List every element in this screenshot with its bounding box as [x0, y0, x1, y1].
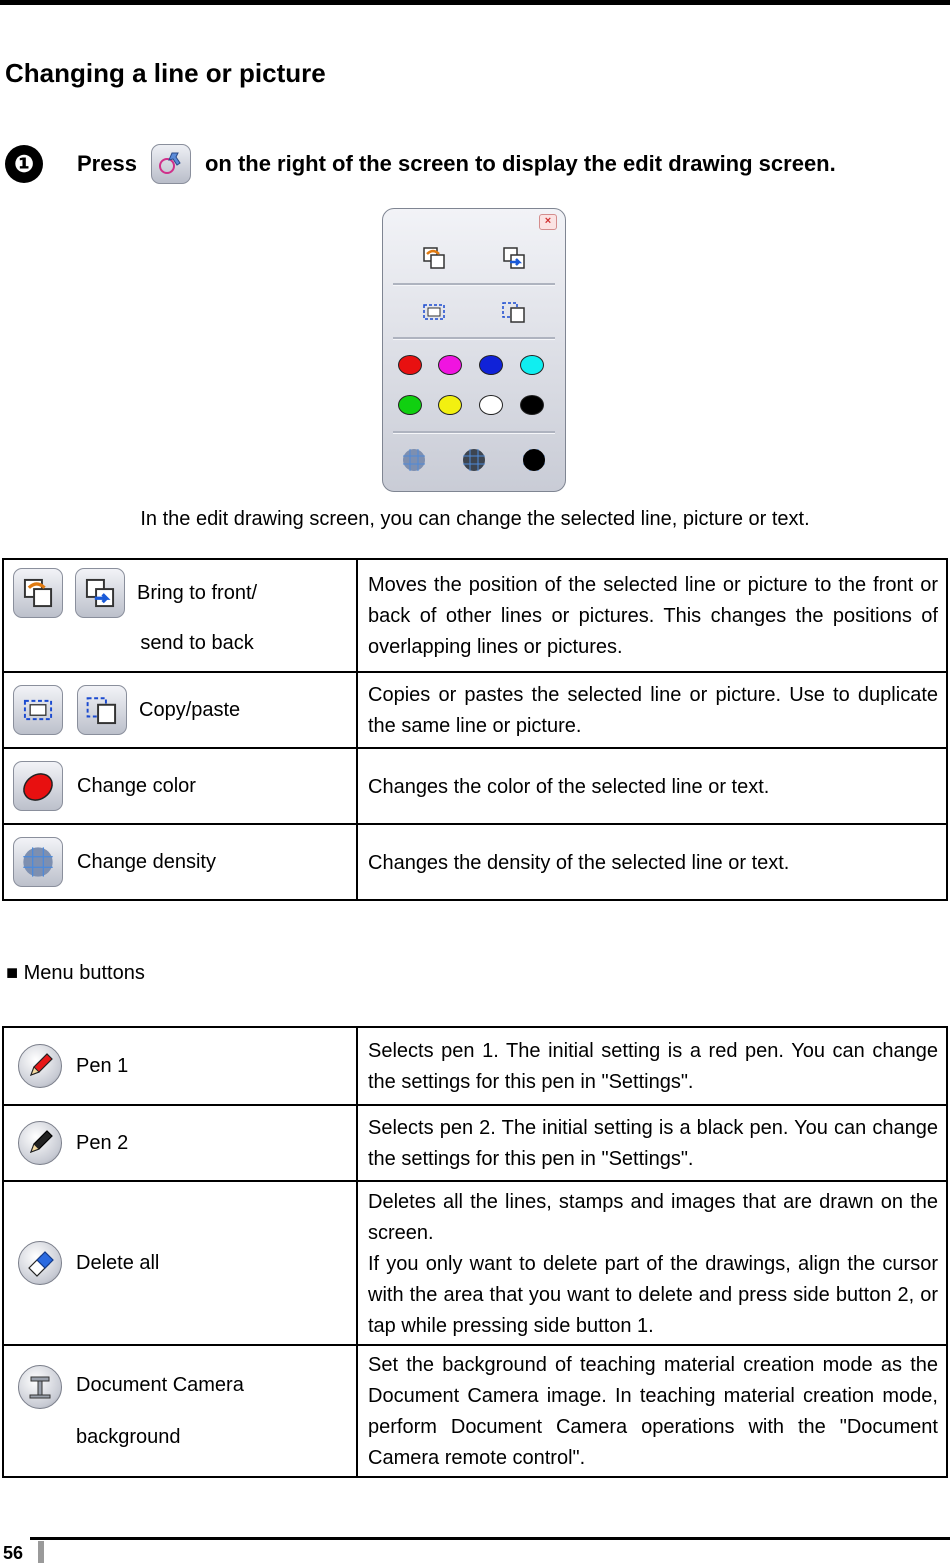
- control-cell: [3, 1181, 357, 1345]
- control-label: Change density: [77, 851, 216, 873]
- control-description: Set the background of teaching material creation mode as the Document Camera image. In teaching material creation mode, perform Document Camera operations with the "Document Camera remote control".: [357, 1345, 947, 1477]
- step-number: ❶: [5, 145, 43, 183]
- menu-buttons-heading: ■ Menu buttons: [6, 962, 145, 984]
- panel-color-black[interactable]: [520, 395, 544, 415]
- control-description: Changes the color of the selected line or text.: [357, 748, 947, 824]
- panel-color-white[interactable]: [479, 395, 503, 415]
- control-label: send to back: [140, 631, 254, 654]
- page-number: 56: [3, 1543, 24, 1563]
- panel-density-light[interactable]: [399, 445, 429, 475]
- panel-send-to-back-button[interactable]: [499, 243, 529, 273]
- panel-divider: [393, 337, 555, 340]
- bring-to-front-icon: [13, 568, 63, 618]
- panel-color-magenta[interactable]: [438, 355, 462, 375]
- eraser-icon: [18, 1241, 62, 1285]
- edit-drawing-icon[interactable]: [151, 144, 191, 184]
- pen1-icon: [18, 1044, 62, 1088]
- panel-density-medium[interactable]: [459, 445, 489, 475]
- control-description: Selects pen 2. The initial setting is a black pen. You can change the settings for this pen in "Settings".: [357, 1105, 947, 1181]
- control-cell: [3, 824, 357, 900]
- send-to-back-icon: [75, 568, 125, 618]
- document-camera-icon: [18, 1365, 62, 1409]
- control-cell: [3, 1345, 357, 1477]
- control-label: Bring to front/: [137, 581, 258, 604]
- edit-controls-table: [2, 558, 948, 901]
- footer-rule: [30, 1537, 950, 1540]
- control-cell: [3, 1027, 357, 1105]
- panel-color-red[interactable]: [398, 355, 422, 375]
- density-icon: [13, 837, 63, 887]
- table-row: [3, 748, 947, 824]
- control-cell: [3, 748, 357, 824]
- panel-color-blue[interactable]: [479, 355, 503, 375]
- control-description: Changes the density of the selected line or text.: [357, 824, 947, 900]
- panel-divider: [393, 431, 555, 434]
- panel-density-dark[interactable]: [519, 445, 549, 475]
- control-description: Selects pen 1. The initial setting is a red pen. You can change the settings for this pen in "Settings".: [357, 1027, 947, 1105]
- panel-paste-button[interactable]: [499, 297, 529, 327]
- pen2-icon: [18, 1121, 62, 1165]
- color-icon: [13, 761, 63, 811]
- control-description: [357, 1181, 947, 1345]
- panel-divider: [393, 283, 555, 286]
- footer-bar: [38, 1541, 44, 1563]
- control-label: Change color: [77, 775, 196, 797]
- table-row: [3, 1345, 947, 1477]
- section-title: Changing a line or picture: [5, 58, 326, 88]
- panel-color-yellow[interactable]: [438, 395, 462, 415]
- table-row: [3, 1181, 947, 1345]
- menu-buttons-table: [2, 1026, 948, 1478]
- step-1: [5, 142, 836, 186]
- control-cell: [3, 672, 357, 748]
- control-description: Copies or pastes the selected line or picture. Use to duplicate the same line or picture.: [357, 672, 947, 748]
- table-row: [3, 824, 947, 900]
- paste-icon: [77, 685, 127, 735]
- control-label: Copy/paste: [139, 699, 241, 721]
- control-label: Pen 2: [76, 1132, 129, 1154]
- panel-color-green[interactable]: [398, 395, 422, 415]
- panel-color-cyan[interactable]: [520, 355, 544, 375]
- control-cell: [3, 1105, 357, 1181]
- step-suffix: on the right of the screen to display the edit drawing screen.: [204, 151, 836, 176]
- control-description: Moves the position of the selected line or picture to the front or back of other lines or pictures. This changes the positions of overlapping lines or pictures.: [357, 559, 947, 672]
- panel-close-button[interactable]: ×: [539, 214, 557, 230]
- panel-copy-button[interactable]: [419, 297, 449, 327]
- table-row: [3, 672, 947, 748]
- control-cell: [3, 559, 357, 672]
- step-prefix: Press: [77, 151, 137, 176]
- description-paragraph: If you only want to delete part of the drawings, align the cursor with the area that you want to delete and press side button 2, or tap while pressing side button 1.: [368, 1252, 938, 1337]
- edit-drawing-panel: [382, 208, 566, 492]
- copy-icon: [13, 685, 63, 735]
- control-label: Pen 1: [76, 1055, 129, 1077]
- control-label: background: [76, 1426, 181, 1448]
- table-row: [3, 559, 947, 672]
- caption: In the edit drawing screen, you can change the selected line, picture or text.: [140, 508, 810, 530]
- description-paragraph: Deletes all the lines, stamps and images that are drawn on the screen.: [368, 1190, 938, 1244]
- table-row: [3, 1027, 947, 1105]
- table-row: [3, 1105, 947, 1181]
- top-rule: [0, 0, 950, 5]
- control-label: Document Camera: [76, 1374, 244, 1396]
- control-label: Delete all: [76, 1252, 160, 1274]
- panel-bring-to-front-button[interactable]: [419, 243, 449, 273]
